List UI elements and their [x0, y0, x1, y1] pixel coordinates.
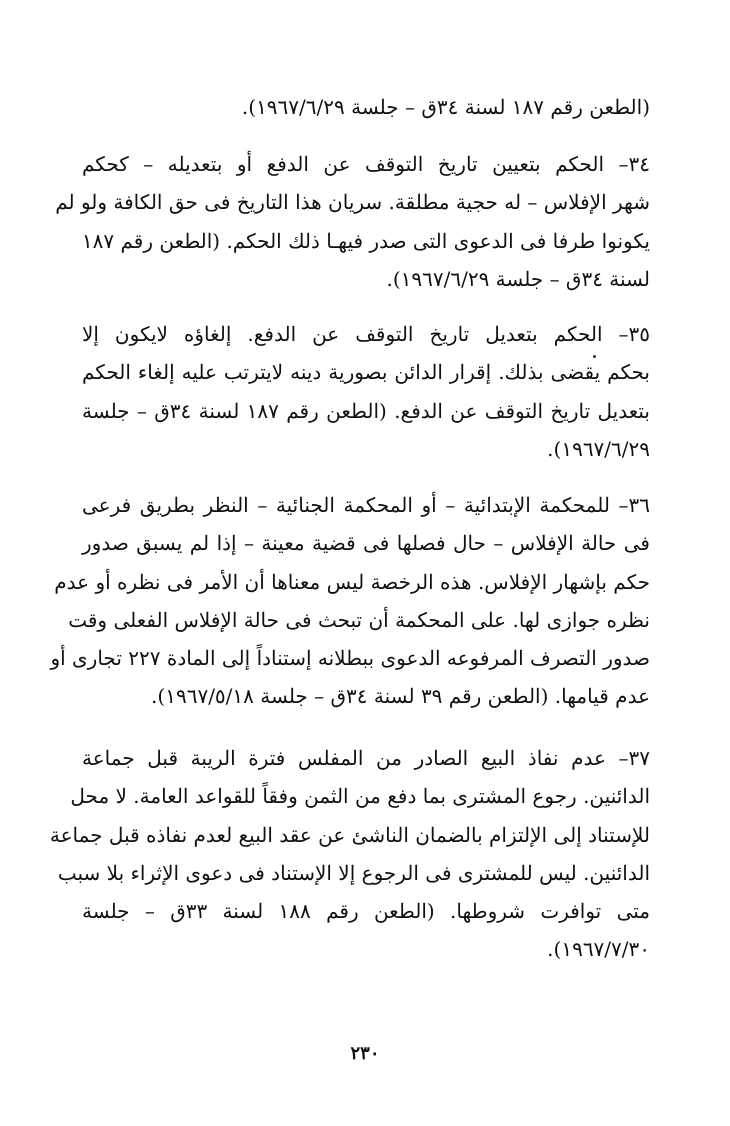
- text-line: الدائنين. ليس للمشترى فى الرجوع إلا الإستناد فى دعوى الإثراء بلا سبب: [57, 860, 650, 885]
- text-line: ٣٥– الحكم بتعديل تاريخ التوقف عن الدفع. إلغاؤه لايكون إلا: [82, 322, 650, 346]
- text-line: شهر الإفلاس – له حجية مطلقة. سريان هذا التاريخ فى حق الكافة ولو لم: [55, 190, 650, 215]
- text-line: متى توافرت شروطها. (الطعن رقم ١٨٨ لسنة ٣٣ق – جلسة: [82, 899, 650, 924]
- text-line: فى حالة الإفلاس – حال فصلها فى قضية معينة – إذا لم يسبق صدور: [82, 531, 650, 556]
- paragraph-34: [55, 145, 650, 298]
- paragraph-37: [49, 739, 650, 969]
- text-line: حكم بإشهار الإفلاس. هذه الرخصة ليس معناها أن الأمر فى نظره أو عدم: [54, 569, 650, 594]
- paragraph-35: [82, 315, 650, 468]
- text-line: ٣٧– عدم نفاذ البيع الصادر من المفلس فترة الريبة قبل جماعة: [82, 746, 650, 770]
- scan-speck: [593, 355, 596, 358]
- text-line: لسنة ٣٤ق – جلسة ١٩٦٧/٦/٢٩).: [386, 266, 650, 291]
- text-line: عدم قيامها. (الطعن رقم ٣٩ لسنة ٣٤ق – جلسة ١٩٦٧/٥/١٨).: [151, 684, 650, 709]
- page-number: ٢٣٠: [350, 1043, 380, 1064]
- text-line: الدائنين. رجوع المشترى بما دفع من الثمن وفقاً للقواعد العامة. لا محل: [70, 784, 650, 809]
- paragraph-36: [50, 486, 650, 716]
- text-line: للإستناد إلى الإلتزام بالضمان الناشئ عن عقد البيع لعدم نفاذه قبل جماعة: [49, 822, 650, 847]
- text-line: بتعديل تاريخ التوقف عن الدفع. (الطعن رقم ١٨٧ لسنة ٣٤ق – جلسة: [82, 398, 651, 423]
- text-line: ١٩٦٧/٦/٢٩).: [547, 436, 650, 461]
- paragraph-0: [82, 88, 650, 126]
- text-line: نظره جوازى لها. على المحكمة أن تبحث فى حالة الإفلاس الفعلى وقت: [68, 607, 650, 632]
- text-line: بحكم يقضى بذلك. إقرار الدائن بصورية دينه لايترتب عليه إلغاء الحكم: [82, 360, 650, 385]
- text-line: ١٩٦٧/٧/٣٠).: [547, 937, 650, 962]
- text-line: ٣٤– الحكم بتعيين تاريخ التوقف عن الدفع أو بتعديله – كحكم: [82, 152, 650, 176]
- text-line: يكونوا طرفا فى الدعوى التى صدر فيهـا ذلك الحكم. (الطعن رقم ١٨٧: [81, 228, 650, 253]
- text-line: (الطعن رقم ١٨٧ لسنة ٣٤ق – جلسة ١٩٦٧/٦/٢٩).: [241, 95, 650, 119]
- text-line: صدور التصرف المرفوعه الدعوى ببطلانه إستناداً إلى المادة ٢٢٧ تجارى أو: [50, 646, 650, 671]
- text-line: ٣٦– للمحكمة الإبتدائية – أو المحكمة الجنائية – النظر بطريق فرعى: [82, 493, 650, 517]
